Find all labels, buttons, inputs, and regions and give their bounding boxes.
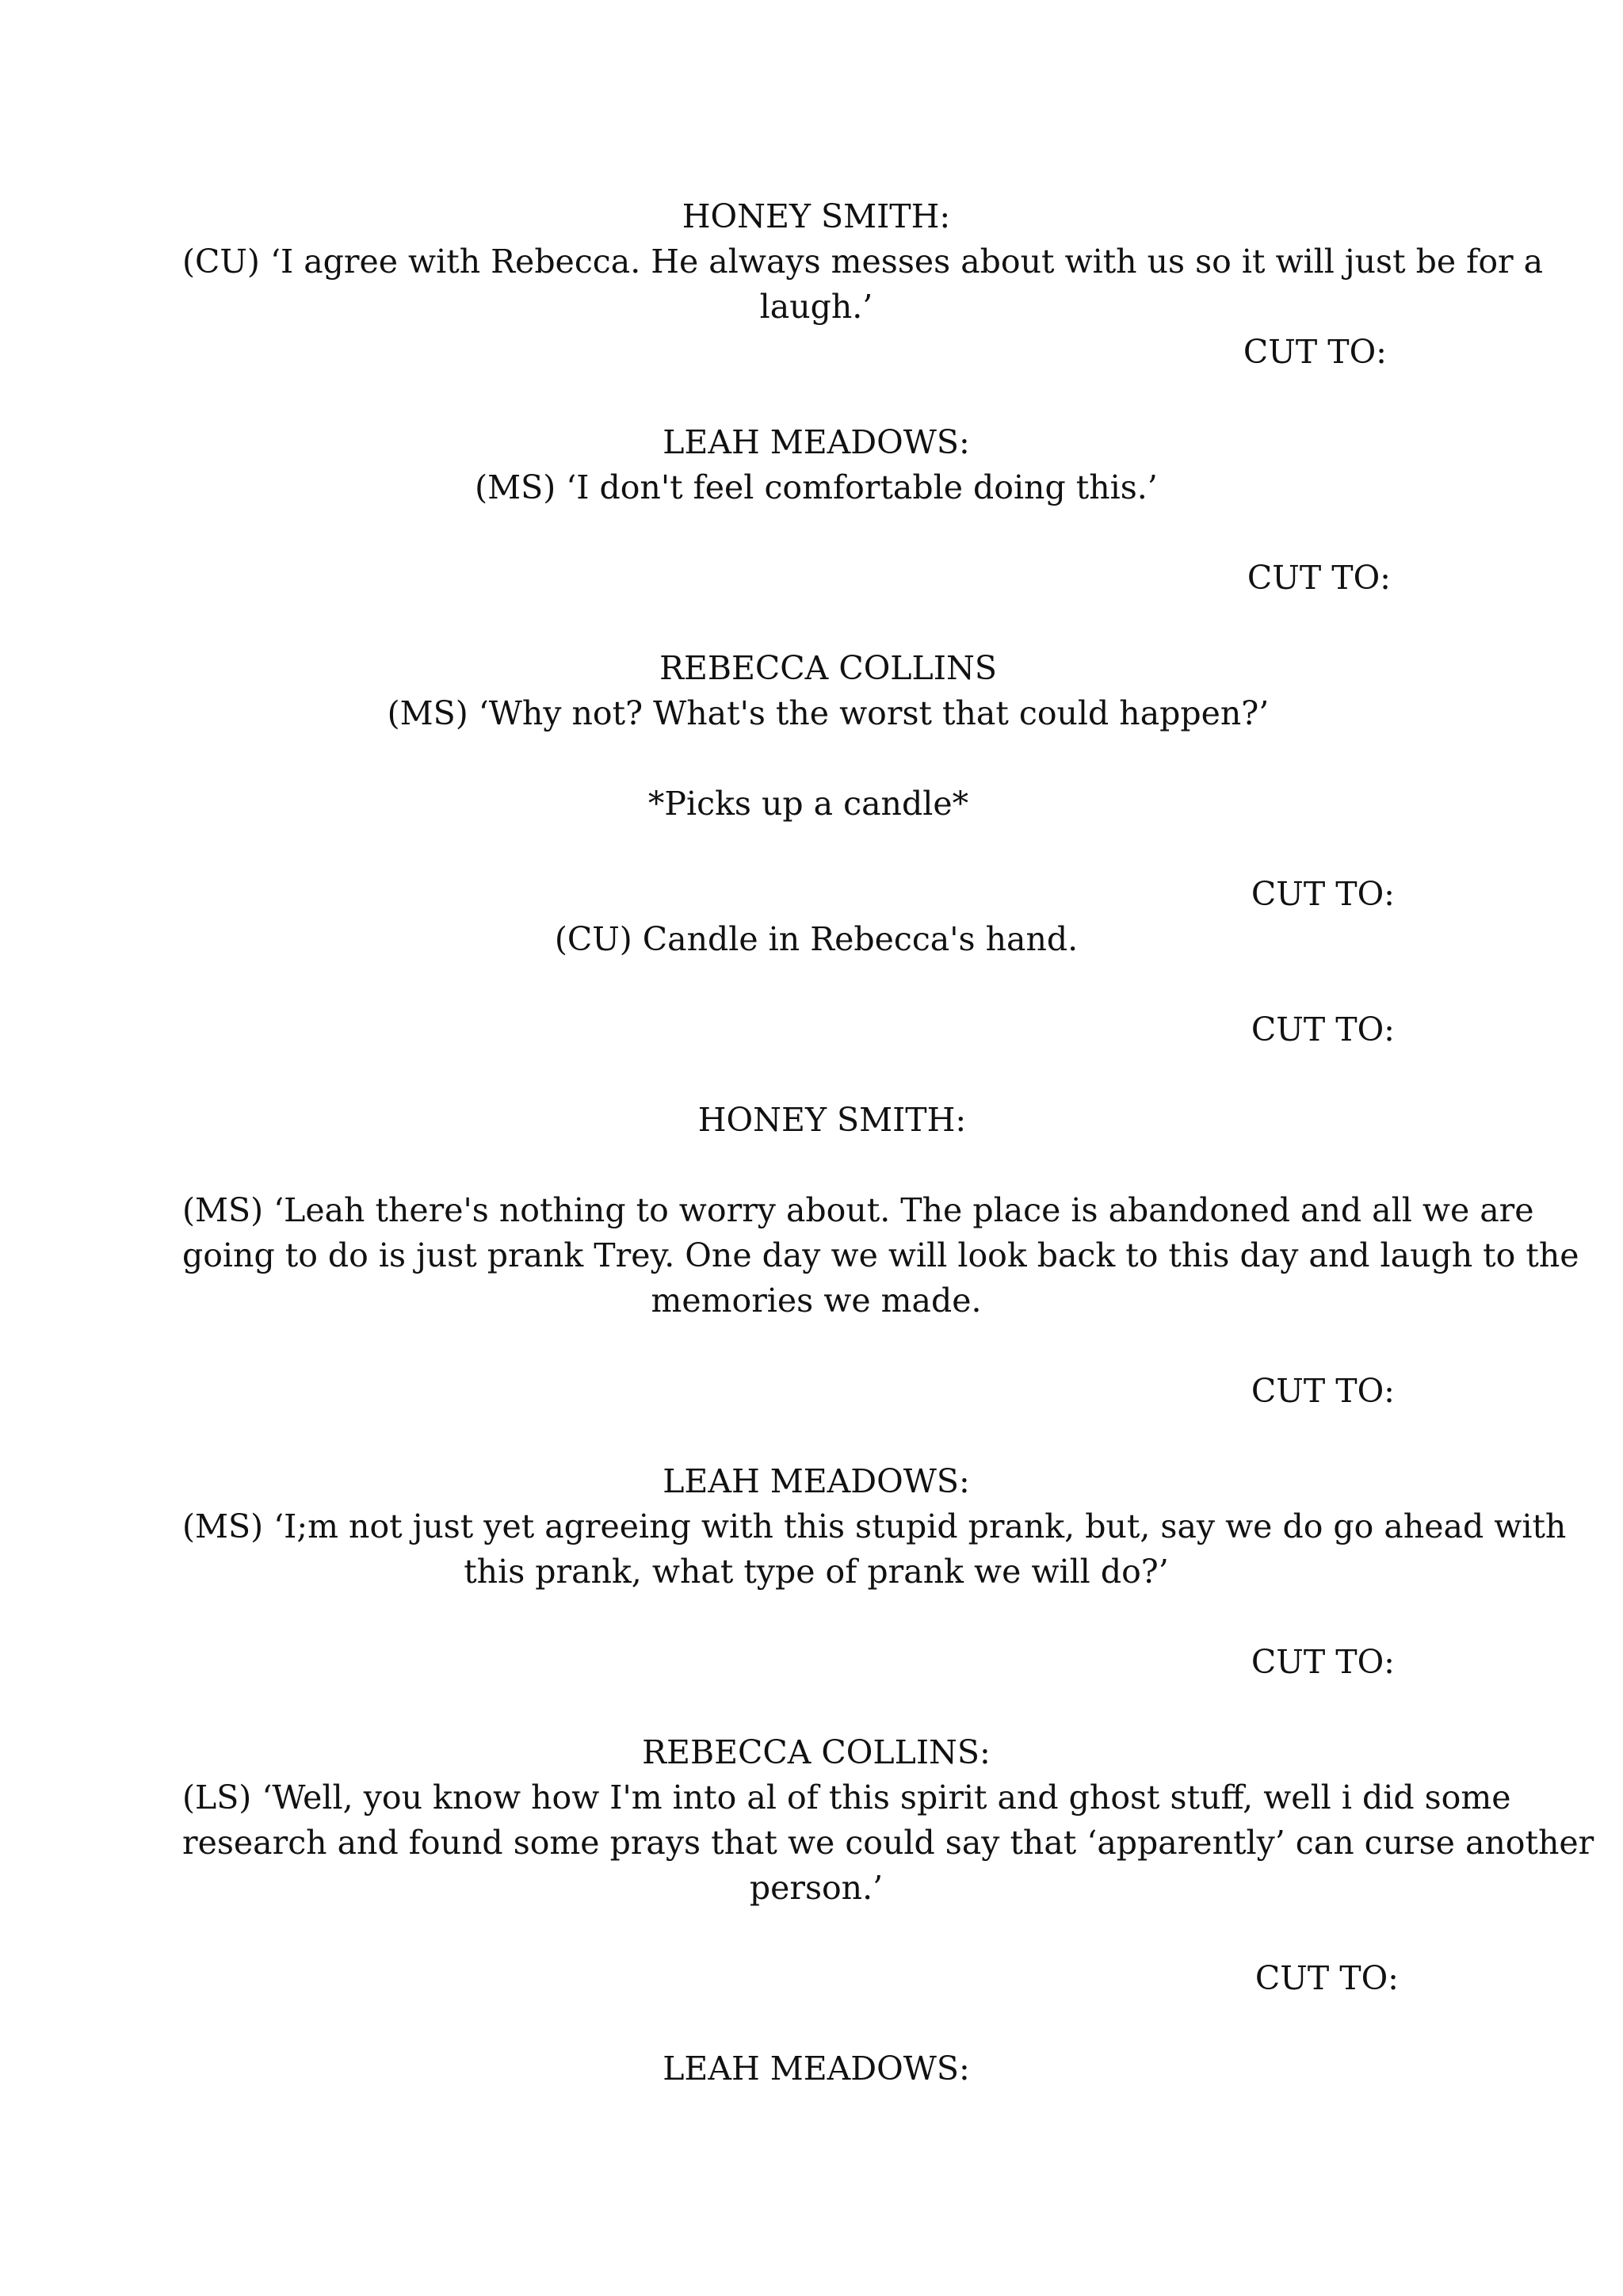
speaker-name: HONEY SMITH:: [697, 1101, 967, 1139]
dialogue-line: (MS) ‘Leah there's nothing to worry about. The place is abandoned and all we are: [182, 1191, 1534, 1229]
dialogue-line: going to do is just prank Trey. One day we will look back to this day and laugh to the: [182, 1236, 1579, 1274]
transition-cut-to: CUT TO:: [1247, 559, 1391, 597]
transition-cut-to: CUT TO:: [1243, 333, 1387, 371]
stage-direction: *Picks up a candle*: [647, 785, 969, 823]
dialogue-line: research and found some prays that we could say that ‘apparently’ can curse another: [182, 1824, 1594, 1862]
dialogue-line: memories we made.: [651, 1282, 982, 1320]
dialogue-line: (MS) ‘Why not? What's the worst that could happen?’: [387, 694, 1270, 732]
speaker-name: LEAH MEADOWS:: [663, 1462, 970, 1500]
speaker-name: REBECCA COLLINS: [659, 649, 997, 687]
transition-cut-to: CUT TO:: [1251, 1372, 1395, 1410]
dialogue-line: (MS) ‘I don't feel comfortable doing this.’: [475, 468, 1158, 506]
transition-cut-to: CUT TO:: [1251, 875, 1395, 913]
transition-cut-to: CUT TO:: [1254, 1959, 1399, 1997]
transition-cut-to: CUT TO:: [1251, 1010, 1395, 1049]
dialogue-line: (CU) ‘I agree with Rebecca. He always messes about with us so it will just be for a: [182, 243, 1544, 281]
dialogue-line: person.’: [749, 1869, 884, 1907]
dialogue-line: (LS) ‘Well, you know how I'm into al of this spirit and ghost stuff, well i did some: [182, 1778, 1511, 1817]
speaker-name: LEAH MEADOWS:: [663, 2050, 970, 2088]
dialogue-line: laugh.’: [759, 288, 873, 326]
dialogue-line: (MS) ‘I;m not just yet agreeing with this stupid prank, but, say we do go ahead with: [182, 1507, 1567, 1545]
transition-cut-to: CUT TO:: [1251, 1643, 1395, 1681]
speaker-name: REBECCA COLLINS:: [642, 1733, 991, 1771]
dialogue-line: this prank, what type of prank we will do?’: [464, 1553, 1169, 1591]
speaker-name: LEAH MEADOWS:: [663, 423, 970, 461]
shot-description: (CU) Candle in Rebecca's hand.: [554, 920, 1079, 958]
speaker-name: HONEY SMITH:: [682, 197, 951, 235]
